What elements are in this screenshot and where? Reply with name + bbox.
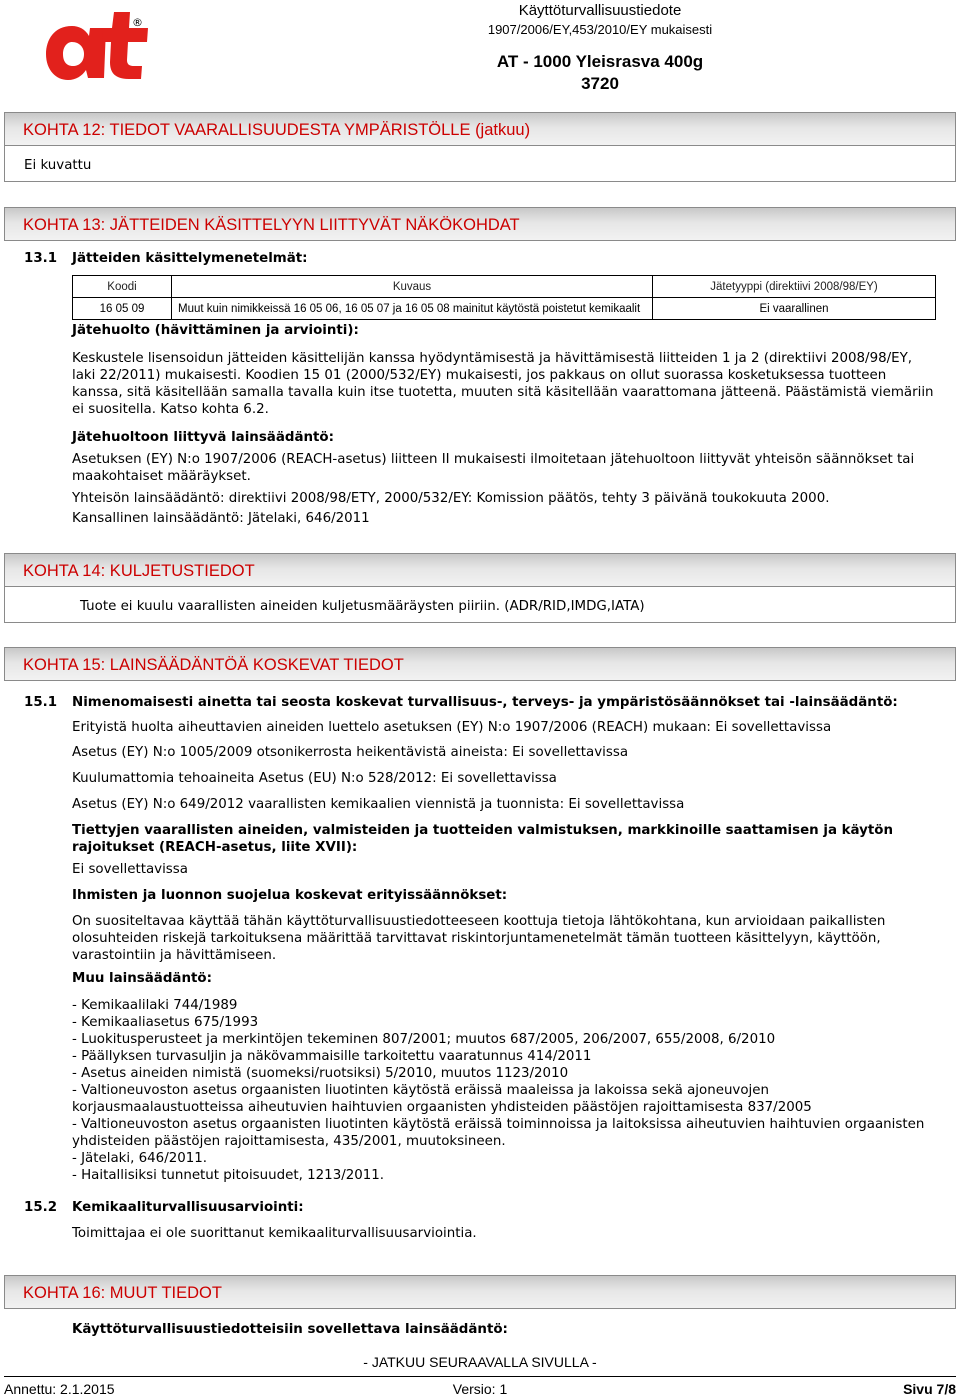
list-item: - Kemikaalilaki 744/1989 — [72, 998, 238, 1013]
list-item: - Kemikaaliasetus 675/1993 — [72, 1015, 259, 1030]
section-12-body — [4, 146, 956, 182]
table-cell-description: Muut kuin nimikkeissä 16 05 06, 16 05 07 ja 16 05 08 mainitut käytöstä poistetut kemikaalit — [172, 298, 653, 320]
page-number: Sivu 7/8 — [903, 1381, 956, 1397]
regulation-paragraph-2: Asetus (EY) N:o 1005/2009 otsonikerrosta heikentävistä aineista: Ei sovellettavissa — [72, 745, 629, 760]
regulation-paragraph-4: Asetus (EY) N:o 649/2012 vaarallisten kemikaalien viennistä ja tuonnista: Ei sovellettavissa — [72, 797, 685, 812]
waste-legislation-text-2: Yhteisön lainsäädäntö: direktiivi 2008/98/ETY, 2000/532/EY: Komission päätös, tehty 3 päivänä toukokuuta 2000. — [72, 491, 830, 506]
protection-text: On suositeltavaa käyttää tähän käyttöturvallisuustiedotteeseen koottuja tietoja lähtökohtana, kun arvioidaan paikallisten olosuhteiden riskejä tarkoituksena määrittää tarvittavat riskintorjuntamenetelmät tämän tuotteen käsittelyyn, käyttöön, varastointiin ja hävittämiseen. — [72, 914, 886, 963]
section-12-heading: KOHTA 12: TIEDOT VAARALLISUUDESTA YMPÄRISTÖLLE (jatkuu) — [4, 112, 956, 146]
subsection-15-2-number: 15.2 — [24, 1200, 58, 1215]
subsection-13-1-title: Jätteiden käsittelymenetelmät: — [72, 251, 308, 266]
product-name: AT - 1000 Yleisrasva 400g — [496, 52, 704, 71]
list-item: - Luokitusperusteet ja merkintöjen tekeminen 807/2001; muutos 687/2005, 206/2007, 655/2008, 6/2010 — [72, 1032, 776, 1047]
table-header-waste-type: Jätetyyppi (direktiivi 2008/98/EY) — [653, 276, 936, 298]
subsection-13-1-number: 13.1 — [24, 251, 58, 266]
section-16-heading: KOHTA 16: MUUT TIEDOT — [4, 1275, 956, 1309]
section-14-text: Tuote ei kuulu vaarallisten aineiden kuljetusmääräysten piiriin. (ADR/RID,IMDG,IATA) — [80, 599, 645, 614]
section-14-heading: KOHTA 14: KULJETUSTIEDOT — [4, 553, 956, 587]
waste-code-table — [72, 275, 936, 320]
section-15-heading: KOHTA 15: LAINSÄÄDÄNTÖÄ KOSKEVAT TIEDOT — [4, 647, 956, 681]
subsection-15-1-title: Nimenomaisesti ainetta tai seosta koskevat turvallisuus-, terveys- ja ympäristösäännökset tai -lainsäädäntö: — [72, 695, 898, 710]
section-13-heading: KOHTA 13: JÄTTEIDEN KÄSITTELYYN LIITTYVÄT NÄKÖKOHDAT — [4, 207, 956, 241]
waste-legislation-text-1: Asetuksen (EY) N:o 1907/2006 (REACH-asetus) liitteen II mukaisesti ilmoitetaan jätehuoltoon liittyvät yhteisön säännökset tai maakohtaiset määräykset. — [72, 452, 915, 484]
waste-management-text: Keskustele lisensoidun jätteiden käsittelijän kanssa hyödyntämisestä ja hävittämisestä liitteiden 1 ja 2 (direktiivi 2008/98/EY, laki 22/2011) mukaisesti. Koodien 15 01 (2000/532/EY) mukaisesti, jos pakkaus on ollut suorassa kosketuksessa tuotteen kanssa, sitä käsitellään samalla tavalla kuin itse tuotetta, muuten sitä käsitellään vaarattomana jätteenä. Päästämistä viemäriin ei suositella. Katso kohta 6.2. — [72, 351, 934, 417]
list-item: - Valtioneuvoston asetus orgaanisten liuotinten käytöstä eräissä toiminnoissa ja laitoksissa aiheutuvien haihtuvien orgaanisten yhdisteiden päästöjen rajoittamisesta, 435/2001, muutoksineen. — [72, 1117, 925, 1149]
restrictions-title: Tiettyjen vaarallisten aineiden, valmisteiden ja tuotteiden valmistuksen, markkinoille saattamisen ja käytön rajoitukset (REACH-asetus, liite XVII): — [72, 823, 894, 855]
issue-date: Annettu: 2.1.2015 — [4, 1381, 115, 1397]
subsection-15-1-number: 15.1 — [24, 695, 58, 710]
list-item: - Päällyksen turvasuljin ja näkövammaisille tarkoitettu vaaratunnus 414/2011 — [72, 1049, 592, 1064]
regulation-paragraph-1: Erityistä huolta aiheuttavien aineiden luettelo asetuksen (EY) N:o 1907/2006 (REACH) mukaan: Ei sovellettavissa — [72, 720, 832, 735]
regulation-paragraph-3: Kuulumattomia tehoaineita Asetus (EU) N:o 528/2012: Ei sovellettavissa — [72, 771, 557, 786]
other-legislation-title: Muu lainsäädäntö: — [72, 971, 212, 986]
registered-mark: ® — [132, 16, 143, 29]
table-header-description: Kuvaus — [172, 276, 653, 298]
other-legislation-list — [72, 997, 938, 1184]
list-item: - Haitallisiksi tunnetut pitoisuudet, 1213/2011. — [72, 1168, 385, 1183]
subsection-15-2-text: Toimittajaa ei ole suorittanut kemikaaliturvallisuusarviointia. — [72, 1226, 477, 1241]
section-12-text: Ei kuvattu — [24, 158, 92, 173]
regulation-reference: 1907/2006/EY,453/2010/EY mukaisesti — [487, 22, 713, 37]
continued-notice: - JATKUU SEURAAVALLA SIVULLA - — [363, 1354, 597, 1370]
waste-legislation-text-3: Kansallinen lainsäädäntö: Jätelaki, 646/2011 — [72, 511, 370, 526]
waste-legislation-title: Jätehuoltoon liittyvä lainsäädäntö: — [72, 430, 334, 445]
section-16-subtitle: Käyttöturvallisuustiedotteisiin sovellettava lainsäädäntö: — [72, 1322, 508, 1337]
list-item: - Jätelaki, 646/2011. — [72, 1151, 208, 1166]
table-cell-waste-type: Ei vaarallinen — [653, 298, 936, 320]
product-code: 3720 — [581, 74, 619, 93]
footer-divider — [4, 1376, 956, 1377]
restrictions-text: Ei sovellettavissa — [72, 862, 188, 877]
version: Versio: 1 — [452, 1381, 508, 1397]
table-header-code: Koodi — [73, 276, 172, 298]
document-title: Käyttöturvallisuustiedote — [518, 2, 682, 19]
list-item: - Valtioneuvoston asetus orgaanisten liuotinten käytöstä eräissä maaleissa ja lakoissa sekä ajoneuvojen korjausmaalaustuotteissa aiheutuvien haihtuvien orgaanisten yhdisteiden päästöjen rajoittamisesta 837/2005 — [72, 1083, 812, 1115]
waste-management-title: Jätehuolto (hävittäminen ja arviointi): — [72, 323, 359, 338]
table-row — [73, 298, 936, 320]
protection-title: Ihmisten ja luonnon suojelua koskevat erityissäännökset: — [72, 888, 508, 903]
subsection-15-2-title: Kemikaaliturvallisuusarviointi: — [72, 1200, 304, 1215]
list-item: - Asetus aineiden nimistä (suomeksi/ruotsiksi) 5/2010, muutos 1123/2010 — [72, 1066, 569, 1081]
table-cell-code: 16 05 09 — [73, 298, 172, 320]
